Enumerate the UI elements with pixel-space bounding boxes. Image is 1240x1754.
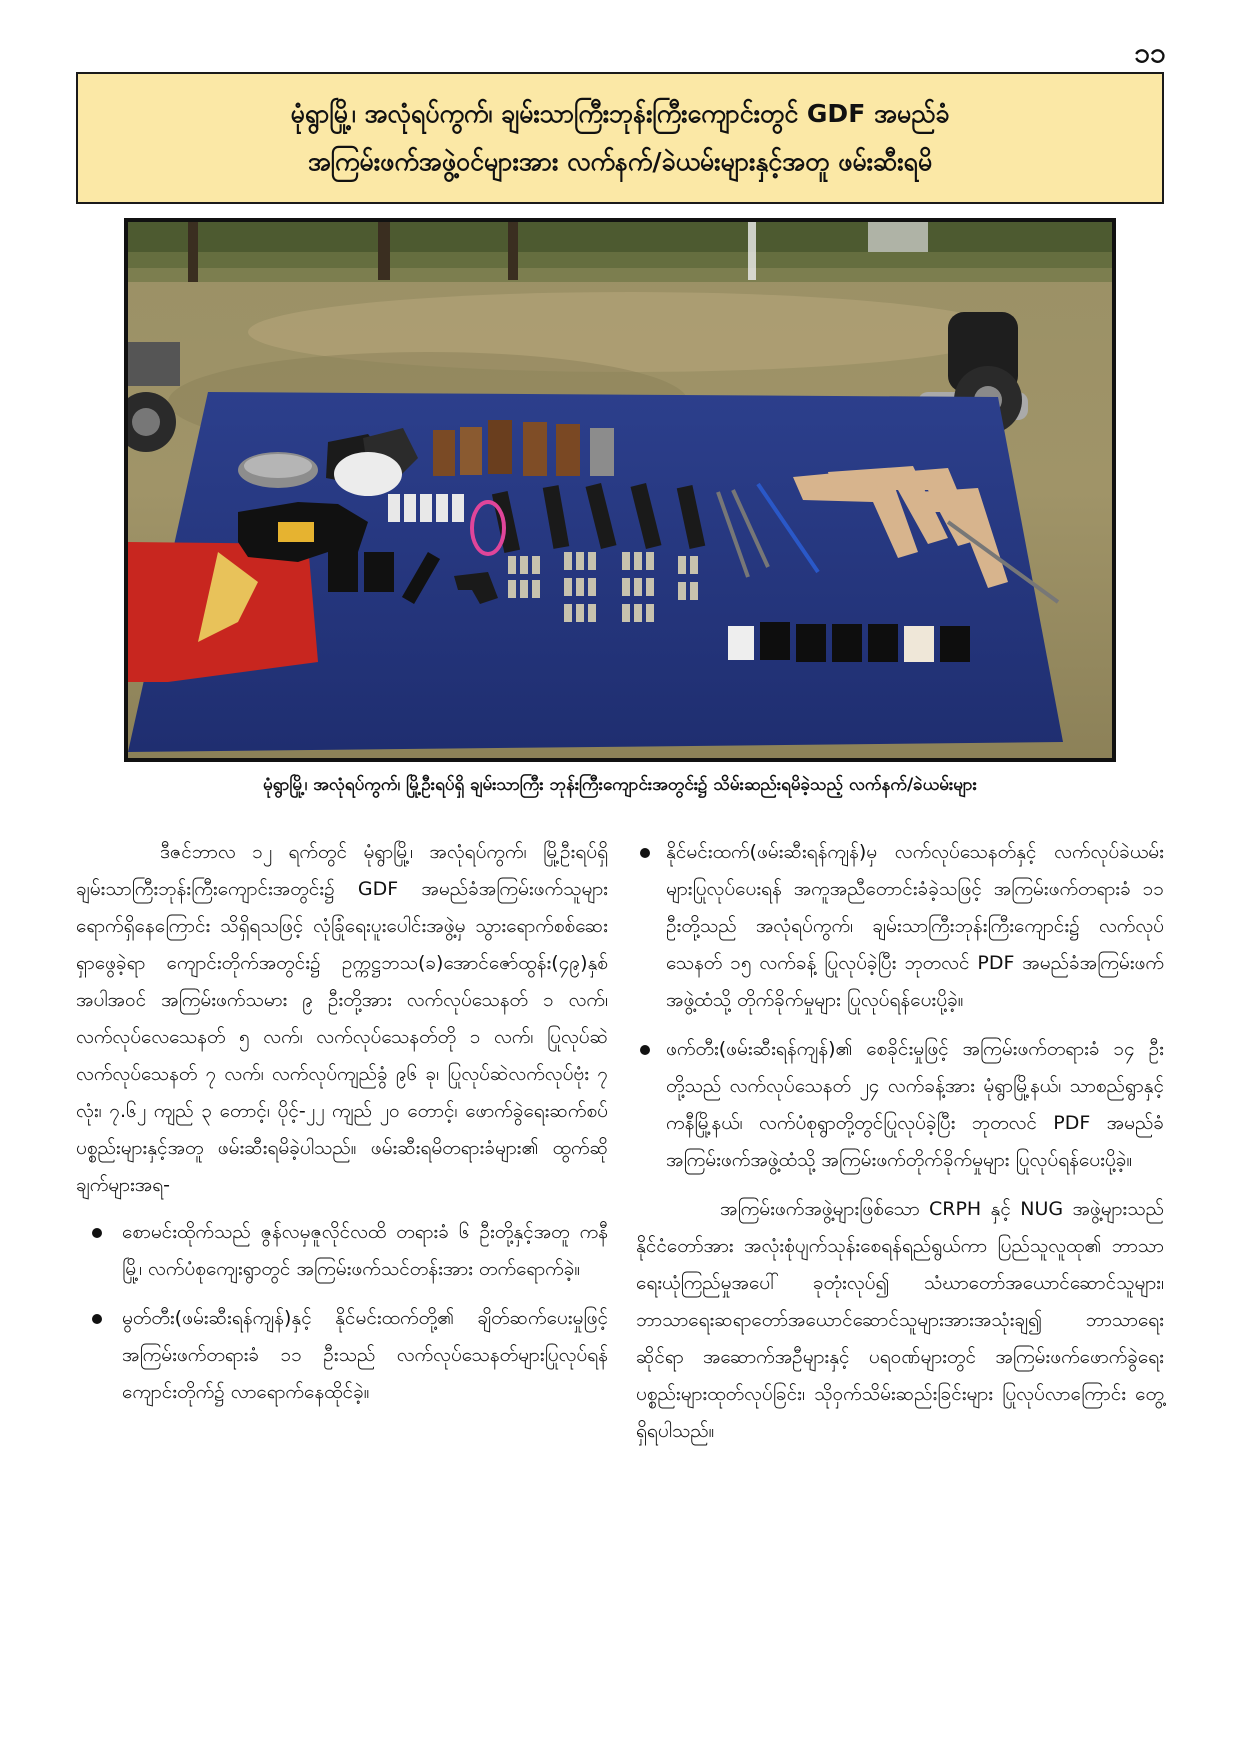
closing-paragraph: အကြမ်းဖက်အဖွဲ့များဖြစ်သော CRPH နှင့် NUG အဖွဲ့များသည် နိုင်ငံတော်အား အလုံးစုံပျက်သုန်းစေရန်ရည်ရွယ်ကာ ပြည်သူလူထု၏ ဘာသာရေးယုံကြည်မှုအပေါ် ခုတုံးလုပ်၍ သံဃာတော်အယောင်ဆောင်သူများ၊ ဘာသာရေးဆရာတော်အယောင်ဆောင်သူများအားအသုံးချ၍ ဘာသာရေးဆိုင်ရာ အဆောက်အဦများနှင့် ပရဝဏ်များတွင် အကြမ်းဖက်ဖောက်ခွဲရေးပစ္စည်းများထုတ်လုပ်ခြင်း၊ သိုဝှက်သိမ်းဆည်းခြင်းများ ပြုလုပ်လာကြောင်း တွေ့ရှိရပါသည်။ bbox=[636, 1198, 1164, 1442]
bullet-icon bbox=[92, 1228, 102, 1238]
list-item-text: နိုင်မင်းထက်(ဖမ်းဆီးရန်ကျန်)မှ လက်လုပ်သေနတ်နှင့် လက်လုပ်ခဲယမ်းများပြုလုပ်ပေးရန် အကူအညီတောင်းခံခဲ့သဖြင့် အကြမ်းဖက်တရားခံ ၁၁ ဦးတို့သည် အလုံရပ်ကွက်၊ ချမ်းသာကြီးဘုန်းကြီးကျောင်း၌ လက်လုပ်သေနတ် ၁၅ လက်ခန့် ပြုလုပ်ခဲ့ပြီး ဘုတလင် PDF အမည်ခံအကြမ်းဖက်အဖွဲ့ထံသို့ တိုက်ခိုက်မှုများ ပြုလုပ်ရန်ပေးပို့ခဲ့။ bbox=[666, 841, 1164, 1011]
headline-box bbox=[76, 72, 1164, 204]
mobile-phones bbox=[728, 622, 970, 662]
left-column bbox=[76, 834, 608, 1423]
white-powder-bag bbox=[334, 452, 402, 496]
seized-weapons-photo bbox=[124, 218, 1116, 762]
white-cartridges bbox=[388, 494, 464, 522]
photo-caption: မုံရွာမြို့၊ အလုံရပ်ကွက်၊ မြို့ဦးရပ်ရှိ ချမ်းသာကြီး ဘုန်းကြီးကျောင်းအတွင်း၌ သိမ်းဆည်းရမိခဲ့သည့် လက်နက်/ခဲယမ်းများ bbox=[263, 775, 977, 795]
headline-line-2: အကြမ်းဖက်အဖွဲ့ဝင်များအား လက်နက်/ခဲယမ်းများနှင့်အတူ ဖမ်းဆီးရမိ bbox=[307, 147, 933, 176]
headline-line-1: မုံရွာမြို့၊ အလုံရပ်ကွက်၊ ချမ်းသာကြီးဘုန်းကြီးကျောင်းတွင် GDF အမည်ခံ bbox=[290, 99, 950, 128]
page-number: ၁၁ bbox=[1134, 36, 1166, 69]
bullet-icon bbox=[640, 848, 650, 858]
list-item bbox=[636, 834, 1164, 1019]
bullet-icon bbox=[92, 1314, 102, 1324]
bullet-icon bbox=[640, 1045, 650, 1055]
magazine bbox=[328, 552, 358, 592]
list-item bbox=[76, 1214, 608, 1288]
list-item-text: ဖက်တီး(ဖမ်းဆီးရန်ကျန်)၏ စေခိုင်းမှုဖြင့် အကြမ်းဖက်တရားခံ ၁၄ ဦးတို့သည် လက်လုပ်သေနတ် ၂၄ လက်ခန့်အား မုံရွာမြို့နယ်၊ သာစည်ရွာနှင့် ကနီမြို့နယ်၊ လက်ပံစုရွာတို့တွင်ပြုလုပ်ခဲ့ပြီး ဘုတလင် PDF အမည်ခံအကြမ်းဖက်အဖွဲ့ထံသို့ အကြမ်းဖက်တိုက်ခိုက်မှုများ ပြုလုပ်ရန်ပေးပို့ခဲ့။ bbox=[666, 1038, 1164, 1171]
list-item-text: စောမင်းထိုက်သည် ဇွန်လမှဇူလိုင်လထိ တရားခံ ၆ ဦးတို့နှင့်အတူ ကနီမြို့၊ လက်ပံစုကျေးရွာတွင် အကြမ်းဖက်သင်တန်းအား တက်ရောက်ခဲ့။ bbox=[122, 1221, 608, 1280]
list-item bbox=[76, 1300, 608, 1411]
list-item-text: မွတ်တီး(ဖမ်းဆီးရန်ကျန်)နှင့် နိုင်မင်းထက်တို့၏ ချိတ်ဆက်ပေးမှုဖြင့် အကြမ်းဖက်တရားခံ ၁၁ ဦးသည် လက်လုပ်သေနတ်များပြုလုပ်ရန် ကျောင်းတိုက်၌ လာရောက်နေထိုင်ခဲ့။ bbox=[122, 1307, 608, 1403]
right-column bbox=[636, 834, 1164, 1460]
intro-paragraph: ဒီဇင်ဘာလ ၁၂ ရက်တွင် မုံရွာမြို့၊ အလုံရပ်ကွက်၊ မြို့ဦးရပ်ရှိ ချမ်းသာကြီးဘုန်းကြီးကျောင်းအတွင်း၌ GDF အမည်ခံအကြမ်းဖက်သူများ ရောက်ရှိနေကြောင်း သိရှိရသဖြင့် လုံခြုံရေးပူးပေါင်းအဖွဲ့မှ သွားရောက်စစ်ဆေးရှာဖွေခဲ့ရာ ကျောင်းတိုက်အတွင်း၌ ဥက္ကဋ္ဌဘသ(ခ)အောင်ဇော်ထွန်း(၄၉)နှစ်အပါအဝင် အကြမ်းဖက်သမား ၉ ဦးတို့အား လက်လုပ်သေနတ် ၁ လက်၊ လက်လုပ်လေသေနတ် ၅ လက်၊ လက်လုပ်သေနတ်တို ၁ လက်၊ ပြုလုပ်ဆဲလက်လုပ်သေနတ် ၇ လက်၊ လက်လုပ်ကျည်ခွံ ၉၆ ခု၊ ပြုလုပ်ဆဲလက်လုပ်ဗုံး ၇ လုံး၊ ၇.၆၂ ကျည် ၃ တောင့်၊ ပိုင့်-၂၂ ကျည် ၂၀ တောင့်၊ ဖောက်ခွဲရေးဆက်စပ်ပစ္စည်းများနှင့်အတူ ဖမ်းဆီးရမိခဲ့ပါသည်။ ဖမ်းဆီးရမိတရားခံများ၏ ထွက်ဆိုချက်များအရ- bbox=[76, 841, 608, 1196]
list-item bbox=[636, 1031, 1164, 1179]
